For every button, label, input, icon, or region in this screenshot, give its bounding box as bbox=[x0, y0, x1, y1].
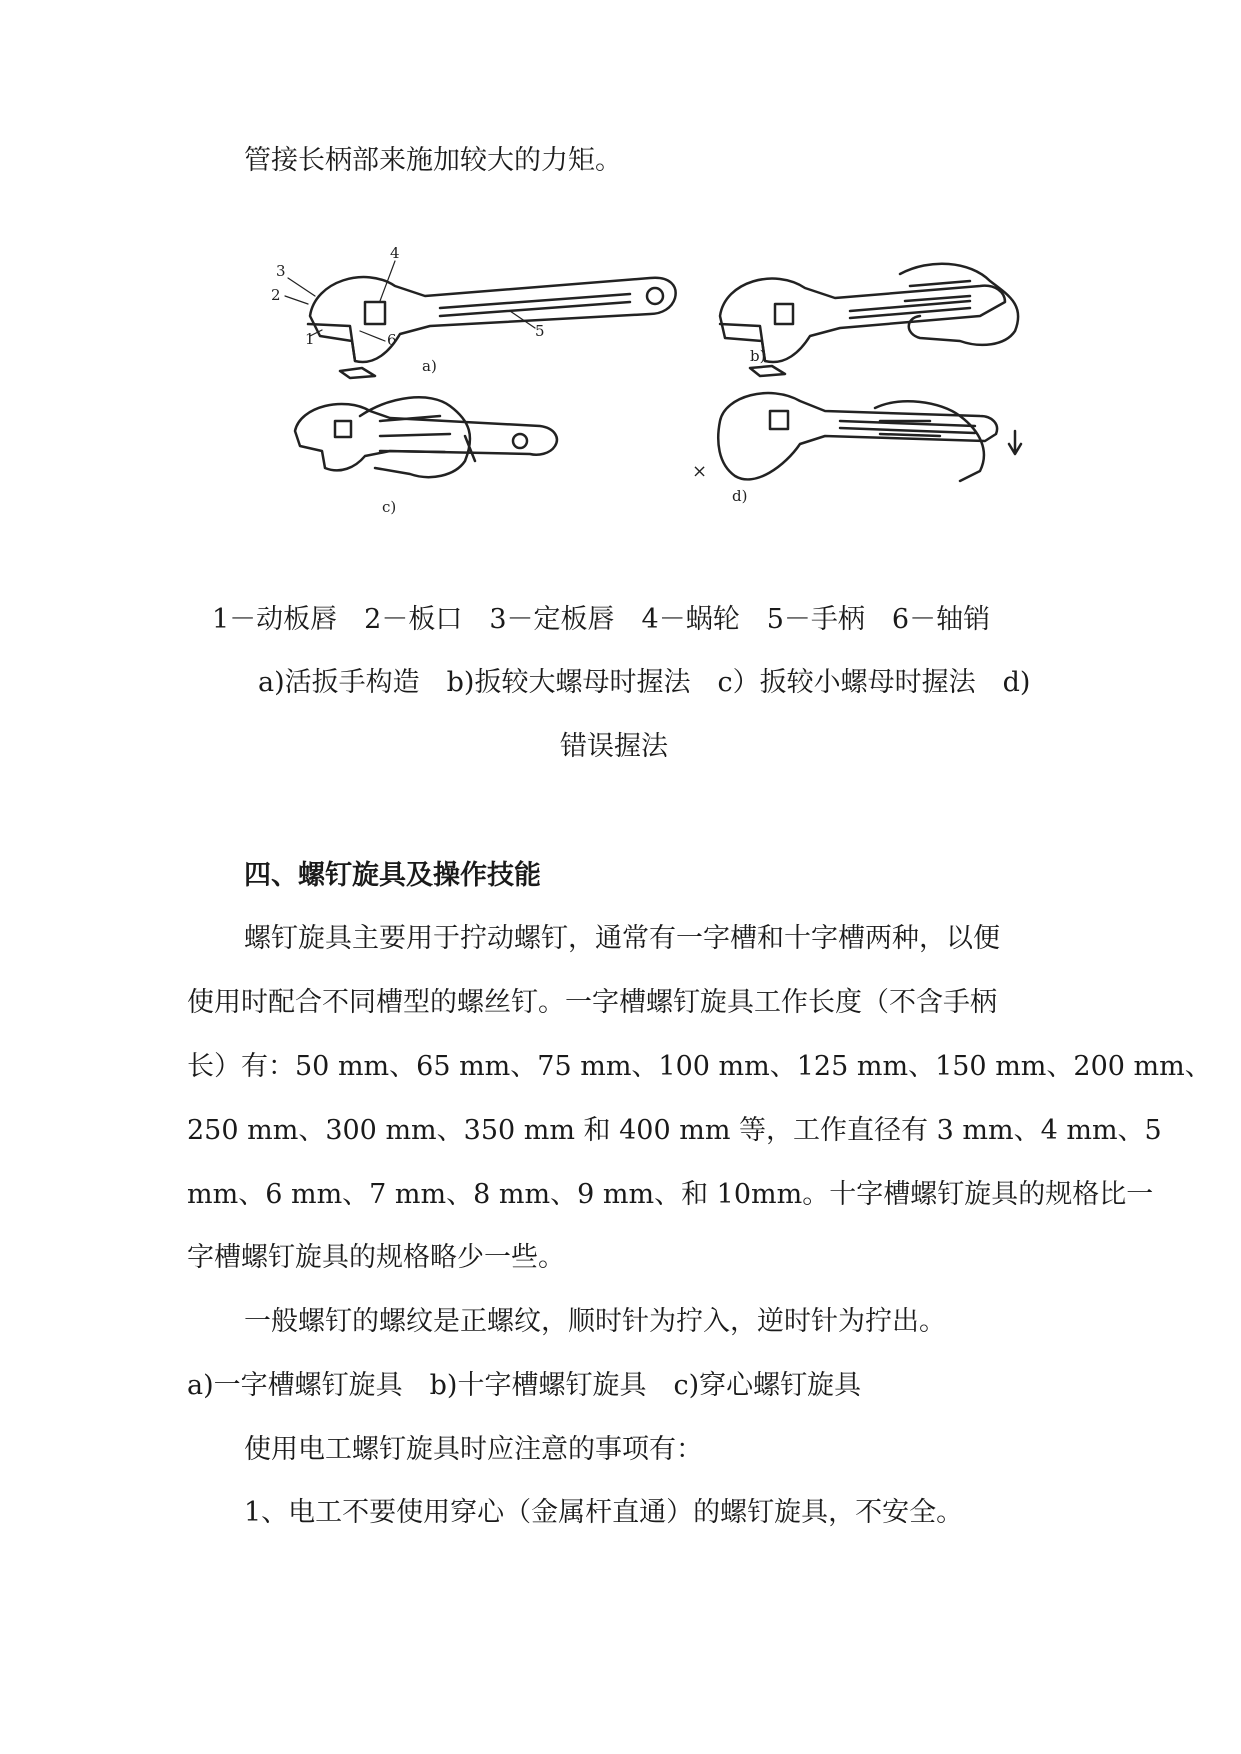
panel-label-c: c) bbox=[382, 498, 397, 516]
body-text-line: 管接长柄部来施加较大的力矩。 bbox=[244, 145, 622, 176]
paragraph-line: 长）有：50 mm、65 mm、75 mm、100 mm、125 mm、150 mm、200 mm、 bbox=[187, 1051, 1212, 1082]
paragraph-line: 使用时配合不同槽型的螺丝钉。一字槽螺钉旋具工作长度（不含手柄 bbox=[187, 987, 997, 1018]
figure-caption-parts: 1－动板唇 2－板口 3－定板唇 4－蜗轮 5－手柄 6－轴销 bbox=[212, 604, 991, 635]
paragraph-line: 字槽螺钉旋具的规格略少一些。 bbox=[187, 1242, 565, 1273]
panel-label-a: a) bbox=[422, 357, 437, 375]
panel-a-leaders bbox=[285, 261, 535, 341]
part-label-2: 2 bbox=[271, 286, 281, 304]
paragraph-line: 一般螺钉的螺纹是正螺纹，顺时针为拧入，逆时针为拧出。 bbox=[244, 1306, 946, 1337]
list-item: 1、电工不要使用穿心（金属杆直通）的螺钉旋具，不安全。 bbox=[244, 1497, 964, 1528]
part-label-6: 6 bbox=[387, 331, 397, 349]
figure-caption-panels: a)活扳手构造 b)扳较大螺母时握法 c）扳较小螺母时握法 d) bbox=[258, 667, 1031, 698]
panel-c-wrench bbox=[295, 397, 557, 477]
panel-a-wrench bbox=[308, 277, 676, 378]
panel-d-wrench bbox=[718, 393, 1021, 481]
wrench-figure bbox=[271, 244, 1040, 576]
part-label-3: 3 bbox=[276, 262, 286, 280]
paragraph-line: 250 mm、300 mm、350 mm 和 400 mm 等，工作直径有 3 mm、4 mm、5 bbox=[187, 1115, 1162, 1146]
part-label-1: 1 bbox=[305, 330, 315, 348]
wrong-grip-cross: × bbox=[692, 461, 708, 482]
paragraph-line: 使用电工螺钉旋具时应注意的事项有： bbox=[244, 1434, 703, 1465]
figure-caption-panels-cont: 错误握法 bbox=[560, 731, 668, 762]
panel-label-b: b) bbox=[750, 347, 766, 365]
panel-label-d: d) bbox=[732, 487, 748, 505]
part-label-5: 5 bbox=[535, 322, 545, 340]
paragraph-line: 螺钉旋具主要用于拧动螺钉，通常有一字槽和十字槽两种，以便 bbox=[244, 923, 1000, 954]
part-label-4: 4 bbox=[390, 244, 400, 262]
wrench-illustration bbox=[271, 244, 1040, 576]
screwdriver-caption: a)一字槽螺钉旋具 b)十字槽螺钉旋具 c)穿心螺钉旋具 bbox=[187, 1370, 862, 1401]
paragraph-line: mm、6 mm、7 mm、8 mm、9 mm、和 10mm。十字槽螺钉旋具的规格比一 bbox=[187, 1179, 1154, 1210]
section-heading: 四、螺钉旋具及操作技能 bbox=[244, 860, 541, 891]
